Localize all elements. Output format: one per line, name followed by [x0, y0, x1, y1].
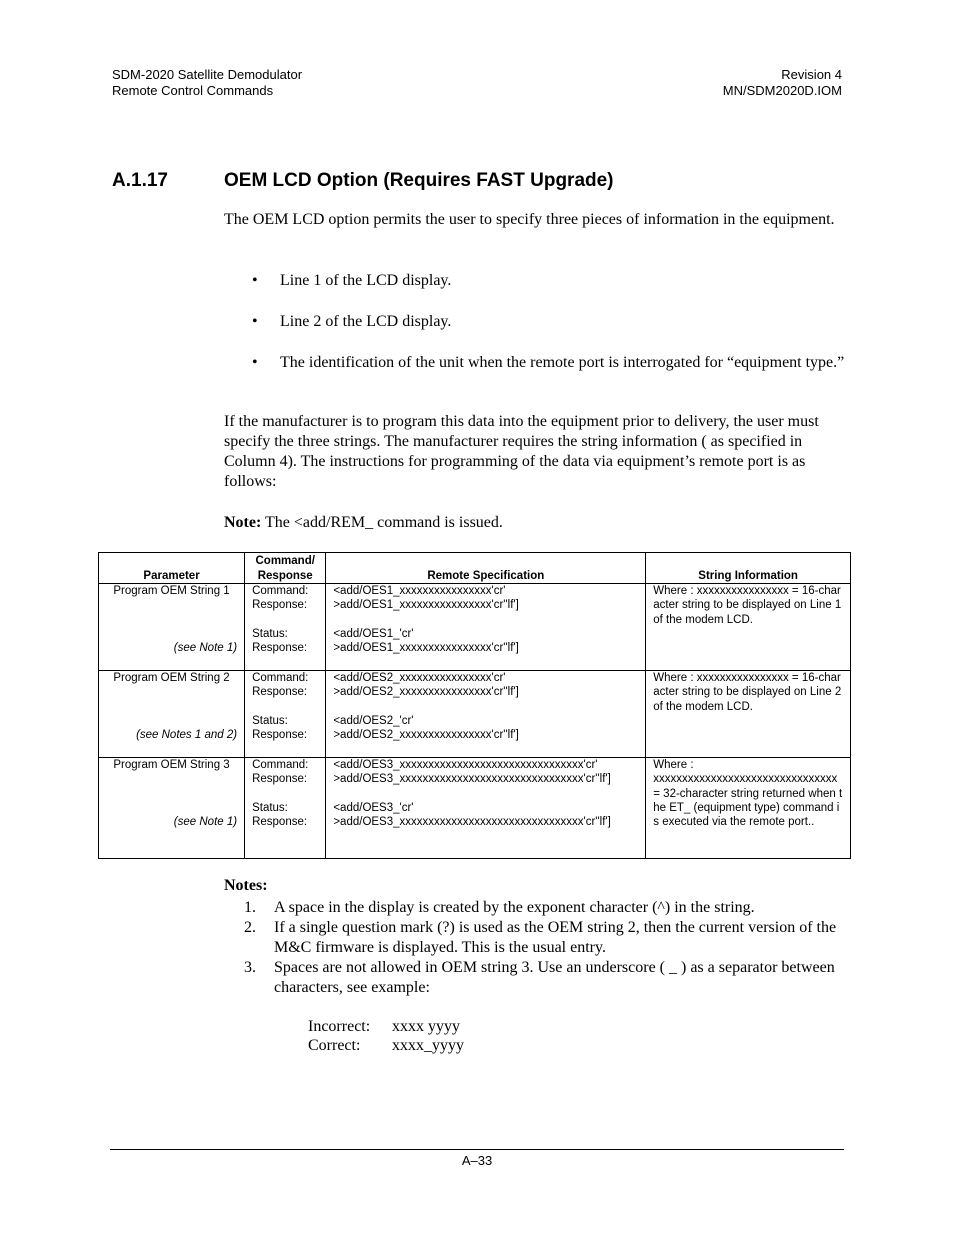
example-value: xxxx yyyy [392, 1018, 460, 1035]
table-row [99, 584, 851, 671]
section-title: OEM LCD Option (Requires FAST Upgrade) [224, 170, 614, 191]
doc-number: MN/SDM2020D.IOM [722, 83, 842, 98]
param-name: Program OEM String 3 [113, 759, 230, 771]
note-number: 3. [244, 959, 256, 976]
section-heading [112, 170, 614, 192]
status-label: Status: [252, 627, 288, 640]
note-number: 1. [244, 899, 256, 916]
col-header-parameter: Parameter [99, 553, 245, 584]
bullet-text: The identification of the unit when the remote port is interrogated for “equipment type.” [280, 354, 845, 371]
instructions-paragraph: If the manufacturer is to program this data into the equipment prior to delivery, the user must specify the three strings. The manufacturer requires the string information ( as specified in Column 4). The instructions for programming of the data via equipment’s remote port is as follows: [224, 413, 819, 490]
footer-rule [110, 1149, 844, 1150]
remote-spec-cell [326, 758, 646, 859]
spec-status-response: >add/OES3_xxxxxxxxxxxxxxxxxxxxxxxxxxxxxxxx'cr''lf'] [333, 815, 611, 828]
spec-response: >add/OES3_xxxxxxxxxxxxxxxxxxxxxxxxxxxxxxxx'cr''lf'] [333, 773, 611, 786]
remote-spec-cell [326, 584, 646, 671]
spec-response: >add/OES1_xxxxxxxxxxxxxxxx'cr''lf'] [333, 599, 519, 612]
example-label: Correct: [308, 1037, 361, 1054]
response-label: Response: [252, 728, 308, 741]
command-label: Command: [252, 759, 309, 771]
status-label: Status: [252, 714, 288, 727]
spec-command: <add/OES1_xxxxxxxxxxxxxxxx'cr' [333, 585, 506, 597]
command-cell [245, 671, 326, 758]
notes-heading: Notes: [224, 877, 268, 894]
table-header-row [99, 553, 851, 584]
response-label: Response: [252, 773, 308, 786]
param-note-ref: (see Note 1) [173, 816, 238, 828]
notes-list [244, 898, 844, 998]
command-label: Command: [252, 585, 309, 597]
spec-command: <add/OES2_xxxxxxxxxxxxxxxx'cr' [333, 672, 506, 684]
spec-status: <add/OES2_'cr' [333, 714, 414, 727]
note-text: The <add/REM_ command is issued. [261, 514, 503, 531]
status-label: Status: [252, 801, 288, 814]
param-name: Program OEM String 2 [113, 672, 230, 684]
note-line [224, 513, 848, 533]
bullet-icon: • [252, 313, 258, 330]
bullet-text: Line 1 of the LCD display. [280, 272, 452, 289]
note-item-text: A space in the display is created by the exponent character (^) in the string. [274, 899, 755, 916]
response-label: Response: [252, 641, 308, 654]
example-value: xxxx_yyyy [392, 1037, 464, 1054]
bullet-item [252, 271, 848, 291]
spec-status-response: >add/OES1_xxxxxxxxxxxxxxxx'cr''lf'] [333, 641, 519, 654]
response-label: Response: [252, 686, 308, 699]
section-number: A.1.17 [112, 170, 168, 191]
string-info-cell: Where : xxxxxxxxxxxxxxxx = 16-character string to be displayed on Line 1 of the modem LCD. [646, 584, 851, 671]
bullet-item [252, 353, 848, 373]
note-item-text: Spaces are not allowed in OEM string 3. Use an underscore ( _ ) as a separator between characters, see example: [274, 959, 835, 996]
note-item-text: If a single question mark (?) is used as the OEM string 2, then the current version of the M&C firmware is displayed. This is the usual entry. [274, 919, 837, 956]
doc-title: SDM-2020 Satellite Demodulator [112, 67, 303, 82]
col-header-string-info: String Information [646, 553, 851, 584]
example-label: Incorrect: [308, 1018, 371, 1035]
doc-subtitle: Remote Control Commands [112, 83, 274, 98]
string-info-cell: Where : xxxxxxxxxxxxxxxx = 16-character string to be displayed on Line 2 of the modem LCD. [646, 671, 851, 758]
param-cell [99, 671, 245, 758]
header-left [112, 67, 302, 99]
spec-status: <add/OES1_'cr' [333, 627, 414, 640]
note-item [244, 918, 844, 958]
note-number: 2. [244, 919, 256, 936]
intro-paragraph: The OEM LCD option permits the user to specify three pieces of information in the equipment. [224, 211, 835, 228]
header-right [723, 67, 842, 99]
example-incorrect [308, 1017, 460, 1037]
table-row [99, 671, 851, 758]
bullet-icon: • [252, 354, 258, 371]
command-table [98, 552, 851, 859]
bullet-text: Line 2 of the LCD display. [280, 313, 452, 330]
param-note-ref: (see Note 1) [173, 642, 238, 654]
note-item [244, 898, 844, 918]
param-name: Program OEM String 1 [113, 585, 230, 597]
command-cell [245, 584, 326, 671]
page-number: A–33 [461, 1153, 493, 1168]
example-correct [308, 1036, 464, 1056]
param-cell [99, 584, 245, 671]
note-item [244, 958, 844, 998]
bullet-item [252, 312, 848, 332]
response-label: Response: [252, 815, 308, 828]
response-label: Response: [252, 599, 308, 612]
spec-response: >add/OES2_xxxxxxxxxxxxxxxx'cr''lf'] [333, 686, 519, 699]
spec-command: <add/OES3_xxxxxxxxxxxxxxxxxxxxxxxxxxxxxxxx'cr' [333, 759, 598, 771]
revision: Revision 4 [781, 67, 842, 82]
param-cell [99, 758, 245, 859]
spec-status-response: >add/OES2_xxxxxxxxxxxxxxxx'cr''lf'] [333, 728, 519, 741]
string-info-cell [646, 758, 851, 859]
bullet-icon: • [252, 272, 258, 289]
col-header-remote-spec: Remote Specification [326, 553, 646, 584]
remote-spec-cell [326, 671, 646, 758]
command-cell [245, 758, 326, 859]
string-info-where: Where : [653, 759, 694, 771]
spec-status: <add/OES3_'cr' [333, 801, 414, 814]
command-label: Command: [252, 672, 309, 684]
table-row [99, 758, 851, 859]
col-header-command: Command/ Response [245, 553, 326, 584]
param-note-ref: (see Notes 1 and 2) [136, 729, 238, 741]
note-label: Note: [224, 514, 262, 531]
string-info-text: xxxxxxxxxxxxxxxxxxxxxxxxxxxxxxxx = 32-character string returned when the ET_ (equipment type) command is executed via the remote port.. [653, 773, 843, 829]
